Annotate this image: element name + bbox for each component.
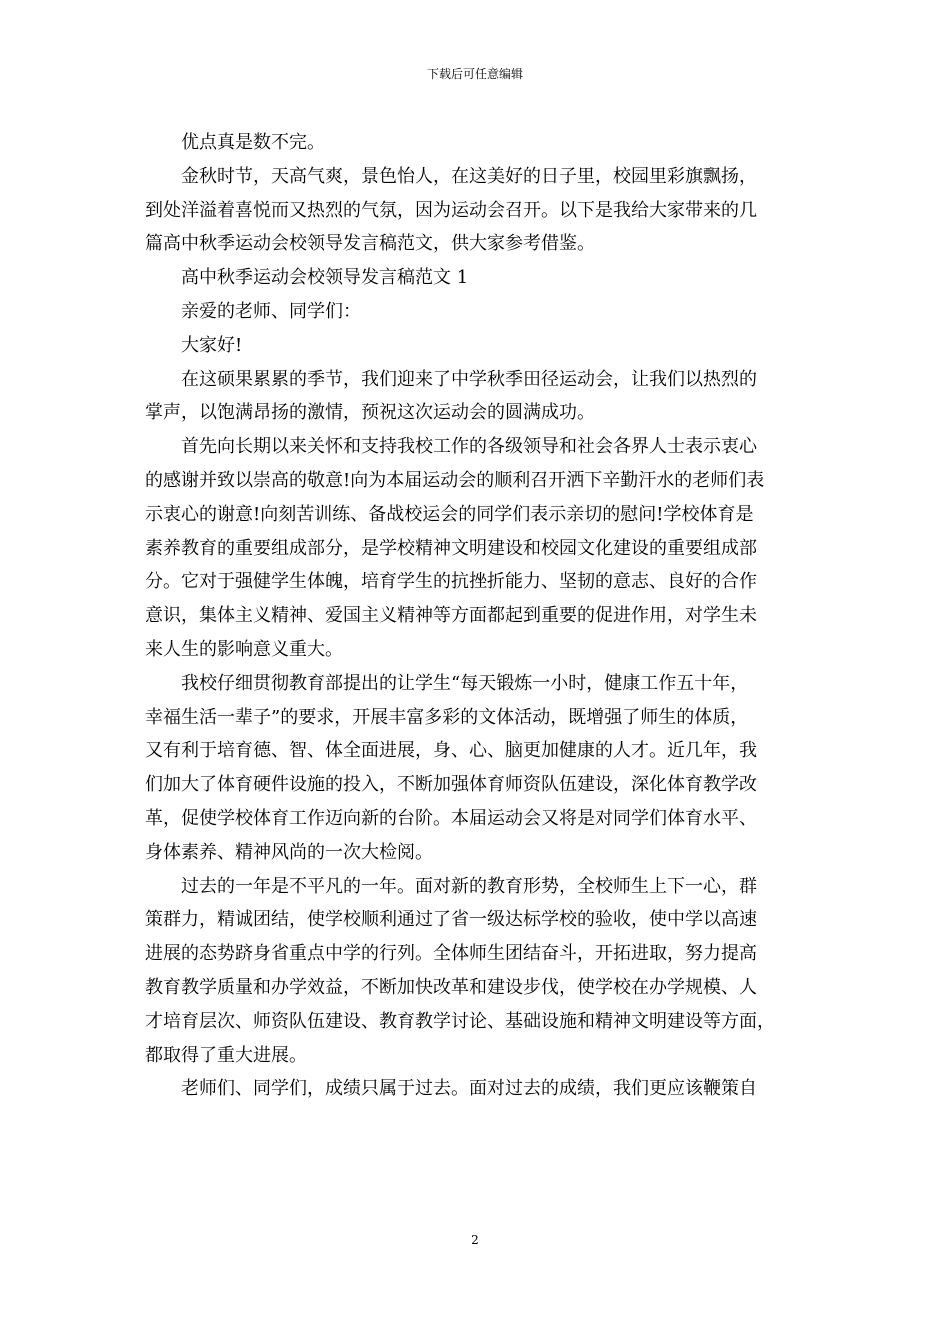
text-line: 老师们、同学们，成绩只属于过去。面对过去的成绩，我们更应该鞭策自 bbox=[181, 1078, 757, 1100]
text-line: 教育教学质量和办学效益，不断加快改革和建设步伐，使学校在办学规模、人 bbox=[145, 976, 757, 998]
text-line: 身体素养、精神风尚的一次大检阅。 bbox=[145, 841, 433, 863]
text-line: 分。它对于强健学生体魄，培育学生的抗挫折能力、坚韧的意志、良好的合作 bbox=[145, 571, 757, 593]
paragraph bbox=[145, 667, 825, 870]
text-line: 示衷心的谢意!向刻苦训练、备战校运会的同学们表示亲切的慰问!学校体育是 bbox=[145, 503, 754, 525]
text-line: 意识，集体主义精神、爱国主义精神等方面都起到重要的促进作用，对学生未 bbox=[145, 605, 757, 627]
text-line: 们加大了体育硬件设施的投入，不断加强体育师资队伍建设，深化体育教学改 bbox=[145, 774, 757, 796]
document-body bbox=[145, 126, 825, 1106]
text-line: 又有利于培育德、智、体全面进展，身、心、脑更加健康的人才。近几年，我 bbox=[145, 740, 757, 762]
text-line: 高中秋季运动会校领导发言稿范文 1 bbox=[181, 267, 469, 289]
text-line: 的感谢并致以崇高的敬意!向为本届运动会的顺利召开洒下辛勤汗水的老师们表 bbox=[145, 469, 765, 491]
text-line: 我校仔细贯彻教育部提出的让学生“每天锻炼一小时，健康工作五十年， bbox=[181, 672, 749, 694]
text-line: 素养教育的重要组成部分，是学校精神文明建设和校园文化建设的重要组成部 bbox=[145, 537, 757, 559]
paragraph bbox=[145, 160, 825, 261]
text-line: 才培育层次、师资队伍建设、教育教学讨论、基础设施和精神文明建设等方面， bbox=[145, 1010, 775, 1032]
text-line: 篇高中秋季运动会校领导发言稿范文，供大家参考借鉴。 bbox=[145, 233, 595, 255]
text-line: 都取得了重大进展。 bbox=[145, 1044, 307, 1066]
text-line: 幸福生活一辈子”的要求，开展丰富多彩的文体活动，既增强了师生的体质， bbox=[145, 706, 749, 728]
text-line: 来人生的影响意义重大。 bbox=[145, 638, 343, 660]
text-line: 大家好! bbox=[181, 334, 243, 356]
text-line: 过去的一年是不平凡的一年。面对新的教育形势，全校师生上下一心，群 bbox=[181, 875, 757, 897]
text-line: 策群力，精诚团结，使学校顺利通过了省一级达标学校的验收，使中学以高速 bbox=[145, 909, 757, 931]
text-line: 革，促使学校体育工作迈向新的台阶。本届运动会又将是对同学们体育水平、 bbox=[145, 807, 757, 829]
paragraph bbox=[145, 126, 825, 160]
text-line: 亲爱的老师、同学们： bbox=[181, 300, 361, 322]
page-number: 2 bbox=[471, 1233, 479, 1247]
paragraph bbox=[145, 1072, 825, 1106]
paragraph bbox=[145, 870, 825, 1073]
paragraph bbox=[145, 295, 825, 329]
text-line: 到处洋溢着喜悦而又热烈的气氛，因为运动会召开。以下是我给大家带来的几 bbox=[145, 199, 757, 221]
text-line: 首先向长期以来关怀和支持我校工作的各级领导和社会各界人士表示衷心 bbox=[181, 436, 757, 458]
paragraph bbox=[145, 329, 825, 363]
text-line: 进展的态势跻身省重点中学的行列。全体师生团结奋斗，开拓进取，努力提高 bbox=[145, 943, 757, 965]
paragraph bbox=[145, 261, 825, 295]
text-line: 金秋时节，天高气爽，景色怡人，在这美好的日子里，校园里彩旗飘扬， bbox=[181, 165, 757, 187]
text-line: 在这硕果累累的季节，我们迎来了中学秋季田径运动会，让我们以热烈的 bbox=[181, 368, 757, 390]
page-header: 下载后可任意编辑 bbox=[426, 67, 523, 81]
paragraph bbox=[145, 363, 825, 431]
text-line: 优点真是数不完。 bbox=[145, 132, 325, 153]
paragraph bbox=[145, 430, 825, 667]
text-line: 掌声，以饱满昂扬的激情，预祝这次运动会的圆满成功。 bbox=[145, 402, 595, 424]
